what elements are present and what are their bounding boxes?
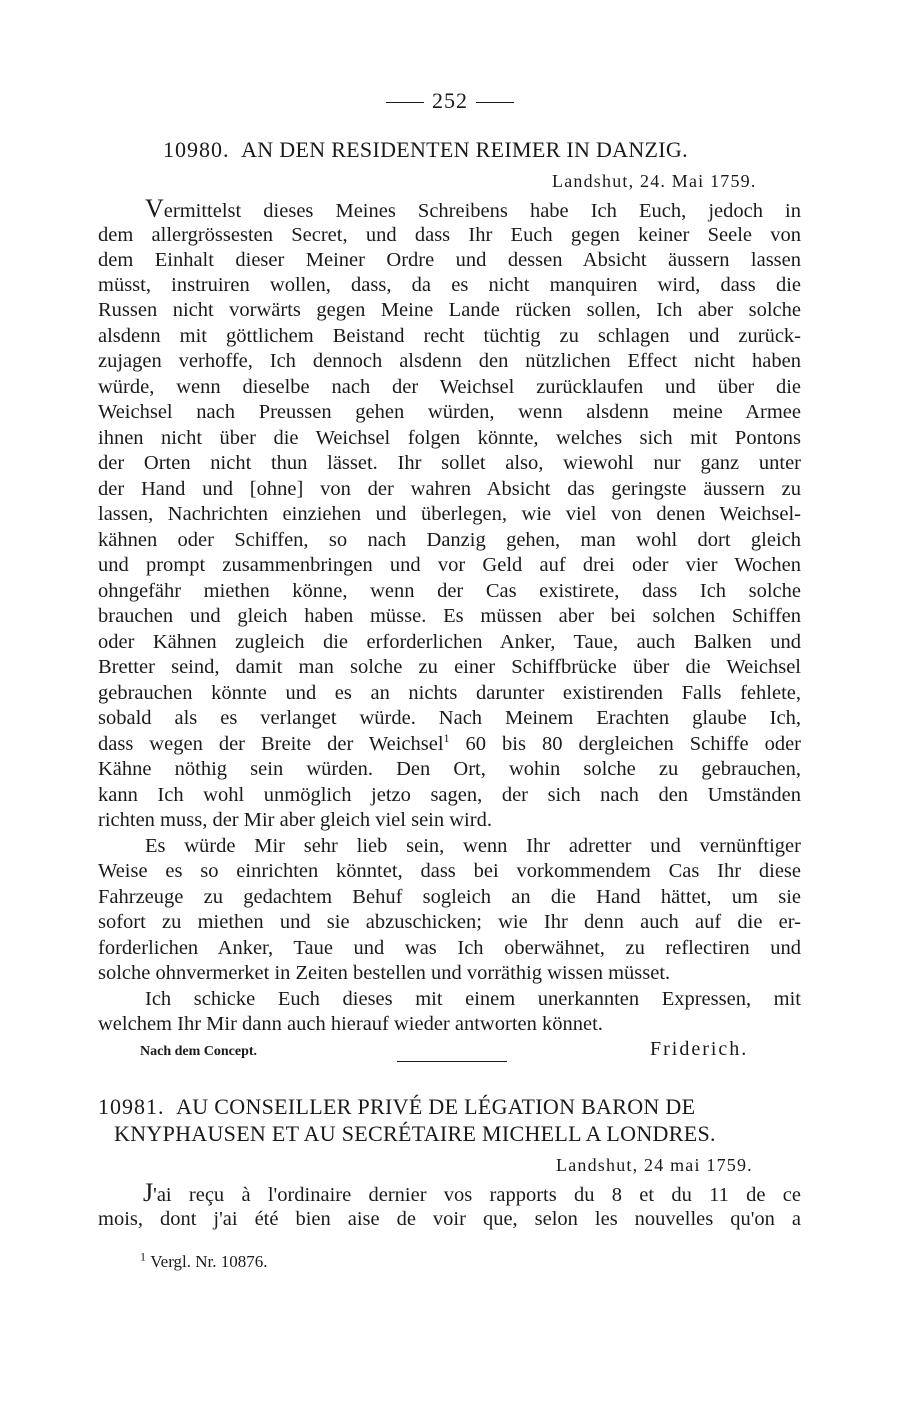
footnote [140, 1249, 268, 1272]
footnote-reference-mark: 1 [443, 731, 450, 746]
letter-1-p1-line-25: richten muss, der Mir aber gleich viel sein wird. [98, 809, 492, 831]
letter-2-heading-line-1 [98, 1094, 695, 1120]
letter-1-p2-line-2: Weise es so einrichten könntet, dass bei vorkommendem Cas Ihr diese [98, 860, 801, 882]
letter-1-p2-line-6: solche ohnvermerket in Zeiten bestellen und vorräthig wissen müsset. [98, 962, 671, 984]
page-number-value: 252 [432, 88, 468, 113]
letter-1-p1-line-22 [98, 732, 801, 758]
letter-1-p1-line-3: dem Einhalt dieser Meiner Ordre und dessen Absicht äussern lassen [98, 249, 801, 271]
letter-1-p1-line-24: kann Ich wohl unmöglich jetzo sagen, der sich nach den Umständen [98, 784, 801, 806]
letter-2-title-line-2: KNYPHAUSEN ET AU SECRÉTAIRE MICHELL A LONDRES. [114, 1121, 716, 1146]
letter-2-number: 10981. [98, 1094, 165, 1119]
letter-1-p1-line-20: gebrauchen könnte und es an nichts darunter existirenden Falls fehlete, [98, 682, 801, 704]
letter-1-p1-line-9: Weichsel nach Preussen gehen würden, wenn alsdenn meine Armee [98, 401, 801, 423]
letter-2-title-line-1: AU CONSEILLER PRIVÉ DE LÉGATION BARON DE [176, 1094, 696, 1119]
letter-1-p1-line-6: alsdenn mit göttlichem Beistand recht tüchtig zu schlagen und zurück- [98, 325, 801, 347]
letter-1-p1-line-19: Bretter seind, damit man solche zu einer Schiffbrücke über die Weichsel [98, 656, 801, 678]
letter-1-p2-line-4: sofort zu miethen und sie abzuschicken; wie Ihr denn auch auf die er- [98, 911, 801, 933]
letter-1-p1-line-13: lassen, Nachrichten einziehen und überlegen, wie viel von denen Weichsel- [98, 503, 801, 525]
letter-1-p1-line-11: der Orten nicht thun lässet. Ihr sollet also, wiewohl nur ganz unter [98, 452, 801, 474]
letter-1-p1-line-16: ohngefähr miethen könne, wenn der Cas existirete, dass Ich solche [98, 580, 801, 602]
page-number-right-dash [476, 102, 514, 103]
letter-1-dateline: Landshut, 24. Mai 1759. [552, 171, 757, 191]
letter-1-p1-line-22-before-mark: dass wegen der Breite der Weichsel [98, 733, 444, 755]
letter-2-dateline: Landshut, 24 mai 1759. [556, 1155, 753, 1175]
letter-1-p1-line-12: der Hand und [ohne] von der wahren Absicht das geringste äussern zu [98, 478, 801, 500]
page-number [370, 88, 530, 114]
letter-1-p1-line-23: Kähne nöthig sein würden. Den Ort, wohin solche zu gebrauchen, [98, 758, 801, 780]
letter-1-number: 10980. [163, 137, 230, 162]
section-divider-rule [397, 1061, 507, 1062]
letter-1-p1-line-1-text: ermittelst dieses Meines Schreibens habe Ich Euch, jedoch in [163, 200, 801, 222]
letter-1-p1-line-5: Russen nicht vorwärts gegen Meine Lande rücken sollen, Ich aber solche [98, 299, 801, 321]
letter-1-p2-line-1: Es würde Mir sehr lieb sein, wenn Ihr adretter und vernünftiger [145, 835, 801, 857]
source-note: Nach dem Concept. [140, 1044, 258, 1059]
signature: Friderich. [650, 1038, 749, 1060]
letter-1-p1-line-1 [98, 196, 801, 225]
letter-1-p1-line-4: müsst, instruiren wollen, dass, da es nicht manquiren wird, dass die [98, 274, 801, 296]
footnote-text: Vergl. Nr. 10876. [150, 1252, 268, 1271]
letter-1-heading [163, 137, 688, 163]
letter-1-dropcap: V [145, 194, 164, 223]
letter-1-p2-line-3: Fahrzeuge zu gedachtem Behuf sogleich an die Hand hättet, um sie [98, 886, 801, 908]
letter-1-p1-line-8: würde, wenn dieselbe nach der Weichsel zurücklaufen und über die [98, 376, 801, 398]
letter-1-p1-line-2: dem allergrössesten Secret, und dass Ihr Euch gegen keiner Seele von [98, 224, 801, 246]
letter-1-title: AN DEN RESIDENTEN REIMER IN DANZIG. [241, 137, 688, 162]
letter-1-p1-line-10: ihnen nicht über die Weichsel folgen könnte, welches sich mit Pontons [98, 427, 801, 449]
letter-1-p1-line-22-after-mark: 60 bis 80 dergleichen Schiffe oder [449, 733, 802, 755]
letter-1-p2-line-5: forderlichen Anker, Taue und was Ich oberwähnet, zu reflectiren und [98, 937, 801, 959]
letter-1-p1-line-14: kähnen oder Schiffen, so nach Danzig gehen, man wohl dort gleich [98, 529, 801, 551]
letter-1-p1-line-17: brauchen und gleich haben müsse. Es müssen aber bei solchen Schiffen [98, 605, 801, 627]
letter-1-p1-line-15: und prompt zusammenbringen und vor Geld auf drei oder vier Wochen [98, 554, 801, 576]
letter-2-p1-line-2: mois, dont j'ai été bien aise de voir que, selon les nouvelles qu'on a [98, 1208, 801, 1230]
letter-2-p1-line-1 [98, 1180, 801, 1209]
page-number-left-dash [386, 102, 424, 103]
letter-2-dropcap: J [143, 1178, 154, 1207]
letter-1-p3-line-1: Ich schicke Euch dieses mit einem unerkannten Expressen, mit [145, 988, 801, 1010]
letter-1-p3-line-2: welchem Ihr Mir dann auch hierauf wieder antworten könnet. [98, 1013, 603, 1035]
letter-1-p1-line-18: oder Kähnen zugleich die erforderlichen Anker, Taue, auch Balken und [98, 631, 801, 653]
letter-1-p1-line-7: zujagen verhoffe, Ich dennoch alsdenn den nützlichen Effect nicht haben [98, 350, 801, 372]
letter-2-p1-line-1-text: 'ai reçu à l'ordinaire dernier vos rapports du 8 et du 11 de ce [153, 1184, 801, 1206]
footnote-mark: 1 [140, 1249, 146, 1264]
letter-1-p1-line-21: sobald als es verlanget würde. Nach Meinem Erachten glaube Ich, [98, 707, 801, 729]
